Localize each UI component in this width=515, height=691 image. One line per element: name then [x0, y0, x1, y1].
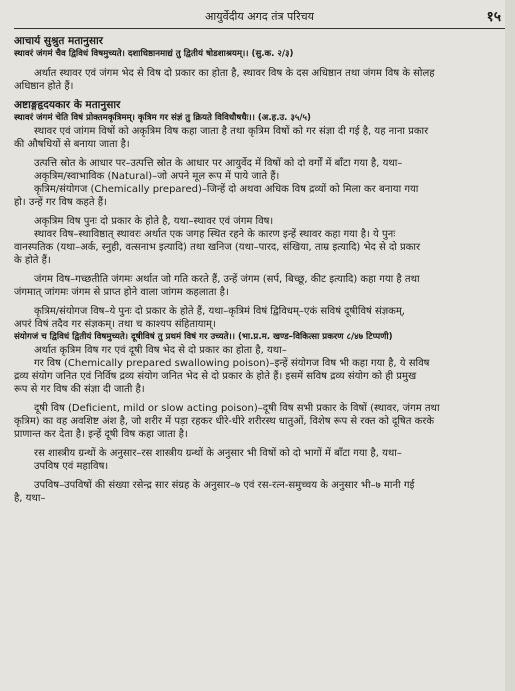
page-number: १५	[486, 9, 501, 25]
paragraph-line: जंगम विष–गच्छतीति जंगमः अर्थात जो गति करते हैं, उन्हें जंगम (सर्प, बिच्छू, कीट इत्यादि) कहा गया है तथा	[34, 274, 420, 285]
section-heading: अष्टाङ्गहृदयकार के मतानुसार	[14, 99, 121, 111]
header-title: आयुर्वेदीय अगद तंत्र परिचय	[204, 10, 315, 23]
paragraph-line: स्थावर एवं जांगम विषों को अकृत्रिम विष कहा जाता है तथा कृत्रिम विषों को गर संज्ञा दी गई है, यह नाना प्रकार	[34, 126, 429, 137]
section-heading: आचार्य सुश्रुत मतानुसार	[14, 35, 103, 47]
sanskrit-verse: संयोगजं च द्विविधं द्वितीयं विषमुच्यते। दूषीविषं तु प्रथमं विषं गर उच्यते।। (भा.प्र.म. खण्ड–विकित्सा प्रकरण ८/४७ टिप्पणी)	[14, 332, 393, 342]
paragraph-line: अर्थात कृत्रिम विष गर एवं दूषी विष भेद से दो प्रकार का होता है, यथा–	[34, 345, 287, 356]
text-line: है, यथा–	[14, 493, 46, 504]
text-line: अपरं विषं तदैव गर संज्ञकम्। तथा च काश्यप संहितायाम्।	[14, 319, 216, 330]
text-line: वानस्पतिक (यथा–अर्क, स्नुही, वत्सनाभ इत्यादि) तथा खनिज (यथा–पारद, संखिया, ताम्र इत्यादि) भेद से दो प्रकार	[14, 242, 421, 253]
text-line: अधिष्ठान होते हैं।	[14, 81, 74, 92]
paragraph-line: कृत्रिम/संयोगज (Chemically prepared)–जिन्हें दो अथवा अधिक विष द्रव्यों को मिला कर बनाया गया	[34, 184, 419, 195]
text-line: जंगमात् जांगमः जंगम से प्राप्त होने वाला जांगम कहलाता है।	[14, 287, 229, 298]
paragraph-line: अर्थात स्थावर एवं जंगम भेद से विष दो प्रकार का होता है, स्थावर विष के दस अधिष्ठान तथा जंगम विष के सोलह	[34, 68, 435, 79]
page-header	[14, 6, 505, 29]
paragraph-line: अकृत्रिम विष पुनः दो प्रकार के होते है, यथा–स्थावर एवं जंगम विष।	[34, 216, 274, 227]
text-line: प्राणान्त कर देता है। इन्हें दूषी विष कहा जाता है।	[14, 429, 188, 440]
paragraph-line: रस शास्त्रीय ग्रन्थों के अनुसार–रस शास्त्रीय ग्रन्थों के अनुसार भी विषों को दो भागों में बाँटा गया है, यथा–	[34, 448, 402, 459]
sanskrit-verse: स्थावरं जंगमं चैव द्विविधं विषमुच्यते। दशाधिष्ठानमाद्यं तु द्वितीयं षोडशाश्रयम्।। (सु.क. २/३)	[14, 49, 294, 59]
sanskrit-verse: स्थावरं जंगमं चेति विषं प्रोक्तमकृत्रिमम्। कृत्रिम गर संज्ञं तु क्रियते विविधौषधैः।। (अ.ह.उ. ३५/५)	[14, 113, 311, 123]
text-line: हो। उन्हें गर विष कहते हैं।	[14, 197, 107, 208]
paragraph-line: गर विष (Chemically prepared swallowing poison)–इन्हें संयोगज विष भी कहा गया है, ये सविष	[34, 358, 430, 369]
paragraph-line: स्थावर विष–स्थाविष्ठात् स्थावरः अर्थात एक जगह स्थित रहने के कारण इन्हें स्थावर कहा गया है। ये पुनः	[34, 229, 396, 240]
page-edge-shadow	[505, 0, 515, 691]
paragraph-line: उपविष–उपविषों की संख्या रसेन्द्र सार संग्रह के अनुसार–७ एवं रस-रत्न-समुच्चय के अनुसार भी–७ मानी गई	[34, 480, 415, 491]
text-line: द्रव्य संयोग जनित एवं निर्विष द्रव्य संयोग जनित भेद से दो प्रकार के होते हैं। इसमें सविष द्रव्य संयोग को ही प्रमुख	[14, 371, 417, 382]
text-line: की औषधियों से बनाया जाता है।	[14, 139, 130, 150]
paragraph-line: दूषी विष (Deficient, mild or slow acting poison)–दूषी विष सभी प्रकार के विषों (स्थावर, जंगम तथा	[34, 403, 440, 414]
text-line: कृत्रिम) का वह अवशिष्ट अंश है, जो शरीर में पड़ा रहकर धीरे-धीरे शरीरस्थ धातुओं, विशेष रूप से रक्त को दूषित करके	[14, 416, 435, 427]
paragraph-line: कृत्रिम/संयोगज विष–ये पुनः दो प्रकार के होते हैं, यथा–कृत्रिमं विषं द्विविधम्–एकं सविषं दूषीविषं संज्ञकम्,	[34, 306, 405, 317]
text-line: के होते हैं।	[14, 255, 51, 266]
paragraph-line: उत्पत्ति स्रोत के आधार पर–उत्पत्ति स्रोत के आधार पर आयुर्वेद में विषों को दो वर्गों में बाँटा गया है, यथा–	[34, 158, 403, 169]
paragraph-line: अकृत्रिम/स्वाभाविक (Natural)–जो अपने मूल रूप में पाये जाते हैं।	[34, 171, 280, 182]
text-line: रूप से गर विष की संज्ञा दी जाती है।	[14, 384, 145, 395]
paragraph-line: उपविष एवं महाविष।	[34, 461, 109, 472]
page-body	[14, 35, 502, 505]
